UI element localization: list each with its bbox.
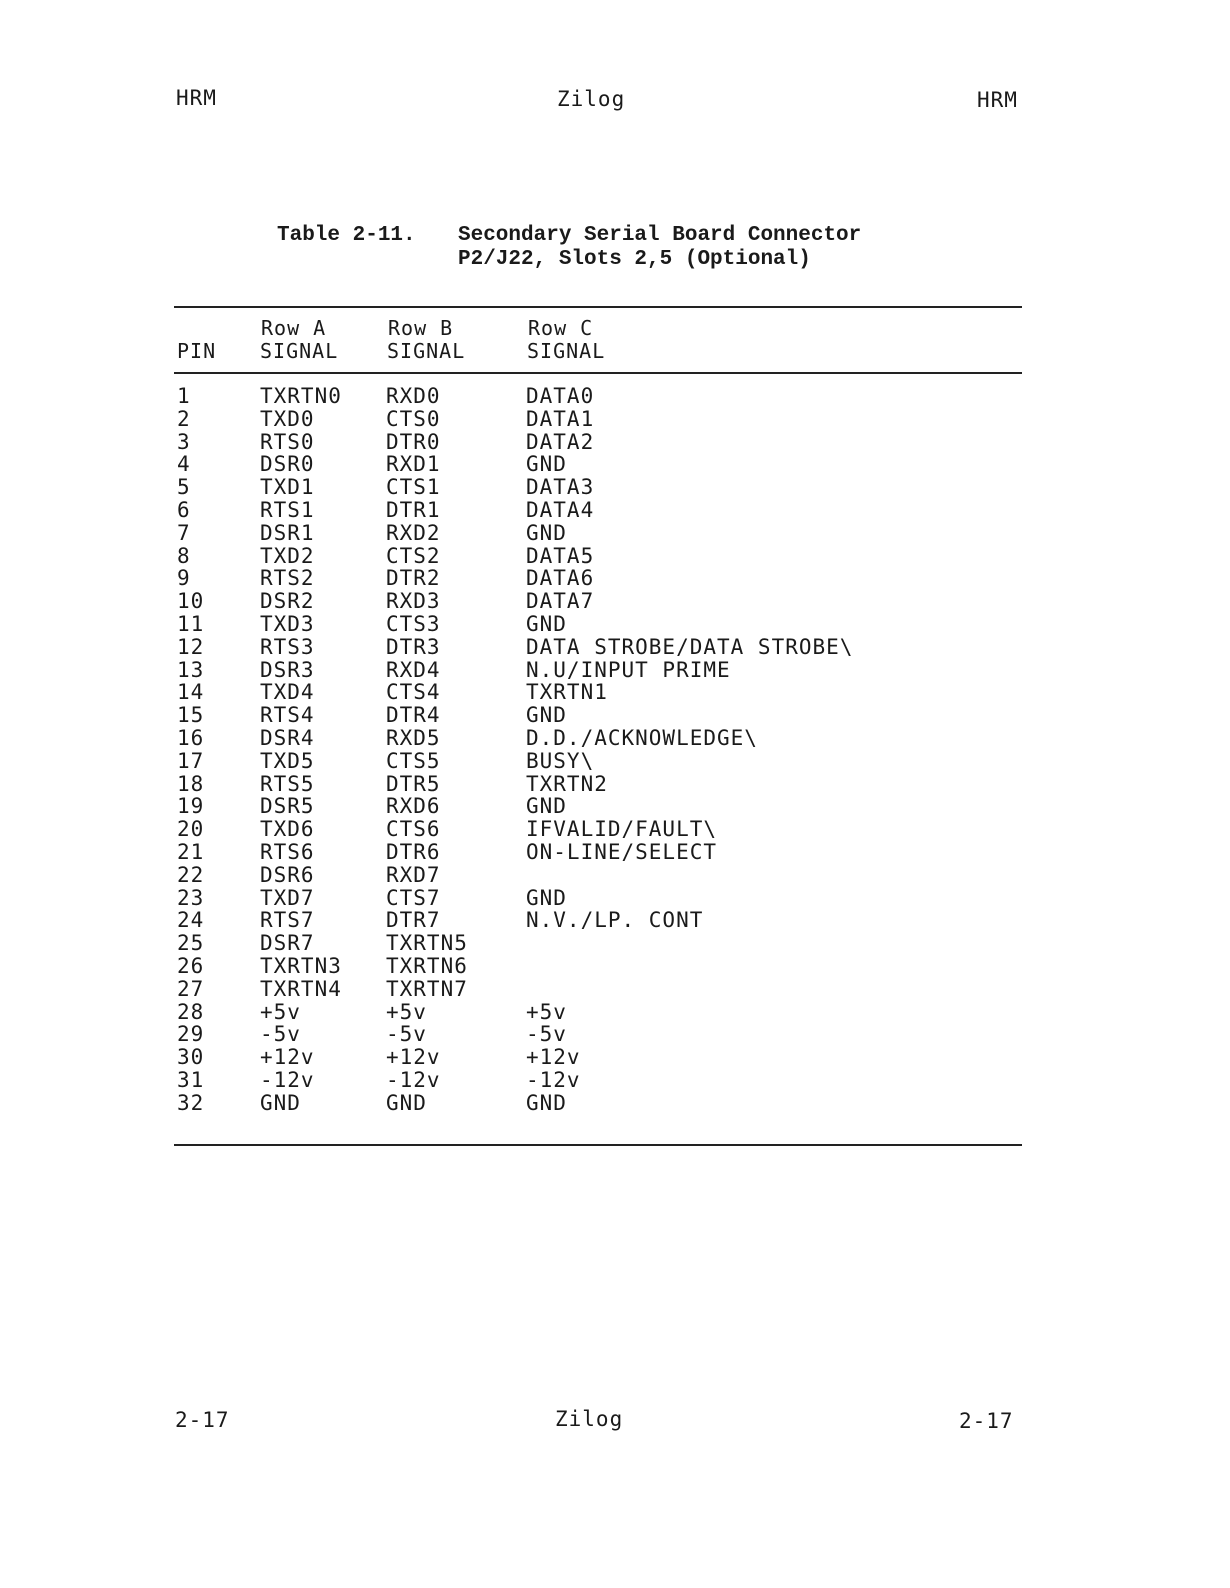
pin-cell: 17 xyxy=(177,748,205,773)
table-row xyxy=(0,750,1230,773)
row-c-signal: ON-LINE/SELECT xyxy=(526,839,718,864)
row-b-signal: DTR0 xyxy=(386,429,441,454)
table-row xyxy=(0,1092,1230,1115)
row-a-signal: RTS2 xyxy=(260,566,315,591)
row-c-signal: DATA1 xyxy=(526,406,595,431)
row-b-signal: RXD3 xyxy=(386,589,441,614)
row-c-signal: IFVALID/FAULT\ xyxy=(526,817,718,842)
pin-cell: 20 xyxy=(177,817,205,842)
row-c-signal: N.V./LP. CONT xyxy=(526,908,704,933)
row-a-signal: DSR5 xyxy=(260,794,315,819)
table-row xyxy=(0,636,1230,659)
table-row xyxy=(0,659,1230,682)
row-b-signal: RXD5 xyxy=(386,725,441,750)
footer-center: Zilog xyxy=(555,1407,624,1431)
row-a-signal: DSR1 xyxy=(260,520,315,545)
row-a-signal: TXD0 xyxy=(260,406,315,431)
pin-cell: 30 xyxy=(177,1045,205,1070)
table-row xyxy=(0,818,1230,841)
pin-cell: 32 xyxy=(177,1090,205,1115)
pin-cell: 10 xyxy=(177,589,205,614)
row-a-signal: +12v xyxy=(260,1045,315,1070)
row-b-signal: GND xyxy=(386,1090,427,1115)
row-c-signal: GND xyxy=(526,520,567,545)
table-row xyxy=(0,590,1230,613)
table-row xyxy=(0,978,1230,1001)
row-c-signal: GND xyxy=(526,703,567,728)
row-b-signal: TXRTN7 xyxy=(386,976,468,1001)
table-row xyxy=(0,453,1230,476)
row-b-signal: DTR2 xyxy=(386,566,441,591)
table-row xyxy=(0,1023,1230,1046)
row-b-signal: DTR3 xyxy=(386,634,441,659)
row-a-signal: TXRTN4 xyxy=(260,976,342,1001)
table-row xyxy=(0,567,1230,590)
row-a-signal: RTS4 xyxy=(260,703,315,728)
pin-cell: 22 xyxy=(177,862,205,887)
row-c-signal: GND xyxy=(526,1090,567,1115)
table-row xyxy=(0,476,1230,499)
row-b-signal: CTS6 xyxy=(386,817,441,842)
table-row xyxy=(0,385,1230,408)
row-b-signal: +12v xyxy=(386,1045,441,1070)
row-a-signal: TXRTN0 xyxy=(260,384,342,408)
row-b-signal: CTS1 xyxy=(386,475,441,500)
row-a-signal: TXD2 xyxy=(260,543,315,568)
table-title-text: Secondary Serial Board Connector xyxy=(458,224,862,247)
row-a-signal: -5v xyxy=(260,1022,301,1047)
row-a-signal: DSR2 xyxy=(260,589,315,614)
row-c-signal: DATA5 xyxy=(526,543,595,568)
row-c-signal: DATA6 xyxy=(526,566,595,591)
row-a-signal: DSR3 xyxy=(260,657,315,682)
pin-cell: 9 xyxy=(177,566,191,591)
table-row xyxy=(0,545,1230,568)
header-left: HRM xyxy=(176,86,217,110)
row-b-signal: CTS2 xyxy=(386,543,441,568)
table-row xyxy=(0,522,1230,545)
row-a-signal: RTS3 xyxy=(260,634,315,659)
pin-cell: 28 xyxy=(177,999,205,1024)
row-c-signal: D.D./ACKNOWLEDGE\ xyxy=(526,725,758,750)
table-body xyxy=(0,385,1230,1115)
row-b-signal: DTR1 xyxy=(386,497,441,522)
pin-cell: 15 xyxy=(177,703,205,728)
table-row xyxy=(0,841,1230,864)
row-b-signal: CTS0 xyxy=(386,406,441,431)
row-a-signal: DSR6 xyxy=(260,862,315,887)
row-b-signal: RXD2 xyxy=(386,520,441,545)
row-a-signal: -12v xyxy=(260,1067,315,1092)
pin-cell: 14 xyxy=(177,680,205,705)
row-b-signal: DTR7 xyxy=(386,908,441,933)
table-row xyxy=(0,704,1230,727)
pin-cell: 12 xyxy=(177,634,205,659)
row-a-signal: DSR4 xyxy=(260,725,315,750)
pin-cell: 21 xyxy=(177,839,205,864)
table-bottom-rule xyxy=(174,1144,1022,1146)
pin-cell: 11 xyxy=(177,611,205,636)
row-a-signal: RTS1 xyxy=(260,497,315,522)
pin-cell: 23 xyxy=(177,885,205,910)
table-row xyxy=(0,773,1230,796)
row-b-signal: DTR5 xyxy=(386,771,441,796)
table-row xyxy=(0,955,1230,978)
row-b-signal: RXD7 xyxy=(386,862,441,887)
row-a-signal: TXD6 xyxy=(260,817,315,842)
pin-cell: 6 xyxy=(177,497,191,522)
row-c-signal: DATA0 xyxy=(526,384,595,408)
row-b-signal: DTR6 xyxy=(386,839,441,864)
row-c-signal: +12v xyxy=(526,1045,581,1070)
pin-cell: 5 xyxy=(177,475,191,500)
col-header-row-c-top: Row C xyxy=(528,316,594,340)
table-row xyxy=(0,1046,1230,1069)
row-b-signal: +5v xyxy=(386,999,427,1024)
row-b-signal: -5v xyxy=(386,1022,427,1047)
row-a-signal: TXD7 xyxy=(260,885,315,910)
col-header-row-b-top: Row B xyxy=(388,316,454,340)
table-top-rule xyxy=(174,306,1022,308)
row-b-signal: RXD6 xyxy=(386,794,441,819)
pin-cell: 24 xyxy=(177,908,205,933)
row-a-signal: +5v xyxy=(260,999,301,1024)
row-c-signal: DATA3 xyxy=(526,475,595,500)
row-b-signal: CTS3 xyxy=(386,611,441,636)
row-a-signal: DSR7 xyxy=(260,931,315,956)
row-a-signal: RTS0 xyxy=(260,429,315,454)
table-row xyxy=(0,613,1230,636)
row-b-signal: RXD0 xyxy=(386,384,441,408)
pin-cell: 18 xyxy=(177,771,205,796)
table-row xyxy=(0,499,1230,522)
pin-cell: 1 xyxy=(177,384,191,408)
pin-cell: 4 xyxy=(177,452,191,477)
row-c-signal: -12v xyxy=(526,1067,581,1092)
pin-cell: 3 xyxy=(177,429,191,454)
row-c-signal: +5v xyxy=(526,999,567,1024)
footer-left: 2-17 xyxy=(175,1408,230,1432)
table-row xyxy=(0,681,1230,704)
row-b-signal: -12v xyxy=(386,1067,441,1092)
row-c-signal: -5v xyxy=(526,1022,567,1047)
col-header-row-b-bottom: SIGNAL xyxy=(387,339,466,363)
pin-cell: 29 xyxy=(177,1022,205,1047)
table-row xyxy=(0,408,1230,431)
table-title-line1 xyxy=(277,224,861,248)
row-c-signal: GND xyxy=(526,452,567,477)
col-header-pin: PIN xyxy=(177,339,217,363)
pin-cell: 2 xyxy=(177,406,191,431)
table-row xyxy=(0,932,1230,955)
row-c-signal: DATA2 xyxy=(526,429,595,454)
row-b-signal: TXRTN6 xyxy=(386,953,468,978)
table-row xyxy=(0,864,1230,887)
table-title xyxy=(277,224,861,272)
header-right: HRM xyxy=(977,88,1018,112)
table-row xyxy=(0,727,1230,750)
pin-cell: 7 xyxy=(177,520,191,545)
pin-cell: 19 xyxy=(177,794,205,819)
row-b-signal: CTS5 xyxy=(386,748,441,773)
row-a-signal: RTS5 xyxy=(260,771,315,796)
table-row xyxy=(0,431,1230,454)
row-c-signal: GND xyxy=(526,794,567,819)
row-a-signal: TXD3 xyxy=(260,611,315,636)
table-row xyxy=(0,887,1230,910)
pin-cell: 8 xyxy=(177,543,191,568)
pin-cell: 25 xyxy=(177,931,205,956)
table-number: Table 2-11. xyxy=(277,224,416,247)
row-c-signal: GND xyxy=(526,611,567,636)
row-c-signal: TXRTN2 xyxy=(526,771,608,796)
table-row xyxy=(0,1069,1230,1092)
pin-cell: 31 xyxy=(177,1067,205,1092)
table-row xyxy=(0,1001,1230,1024)
row-b-signal: CTS4 xyxy=(386,680,441,705)
row-a-signal: GND xyxy=(260,1090,301,1115)
row-a-signal: TXD4 xyxy=(260,680,315,705)
footer-right: 2-17 xyxy=(959,1409,1014,1433)
row-c-signal: N.U/INPUT PRIME xyxy=(526,657,731,682)
row-b-signal: RXD4 xyxy=(386,657,441,682)
row-a-signal: TXD5 xyxy=(260,748,315,773)
row-c-signal: GND xyxy=(526,885,567,910)
col-header-row-a-top: Row A xyxy=(261,316,327,340)
row-a-signal: DSR0 xyxy=(260,452,315,477)
row-a-signal: TXD1 xyxy=(260,475,315,500)
row-a-signal: TXRTN3 xyxy=(260,953,342,978)
table-row xyxy=(0,909,1230,932)
row-b-signal: RXD1 xyxy=(386,452,441,477)
row-a-signal: RTS6 xyxy=(260,839,315,864)
row-c-signal: BUSY\ xyxy=(526,748,595,773)
row-b-signal: TXRTN5 xyxy=(386,931,468,956)
row-a-signal: RTS7 xyxy=(260,908,315,933)
row-c-signal: DATA7 xyxy=(526,589,595,614)
row-b-signal: DTR4 xyxy=(386,703,441,728)
row-b-signal: CTS7 xyxy=(386,885,441,910)
row-c-signal: DATA4 xyxy=(526,497,595,522)
pin-cell: 13 xyxy=(177,657,205,682)
pin-cell: 27 xyxy=(177,976,205,1001)
row-c-signal: TXRTN1 xyxy=(526,680,608,705)
row-c-signal: DATA STROBE/DATA STROBE\ xyxy=(526,634,854,659)
table-header-rule xyxy=(174,372,1022,374)
table-title-line2: P2/J22, Slots 2,5 (Optional) xyxy=(458,248,811,271)
table-row xyxy=(0,795,1230,818)
header-center: Zilog xyxy=(557,87,626,111)
col-header-row-a-bottom: SIGNAL xyxy=(260,339,339,363)
pin-cell: 16 xyxy=(177,725,205,750)
col-header-row-c-bottom: SIGNAL xyxy=(527,339,606,363)
pin-cell: 26 xyxy=(177,953,205,978)
